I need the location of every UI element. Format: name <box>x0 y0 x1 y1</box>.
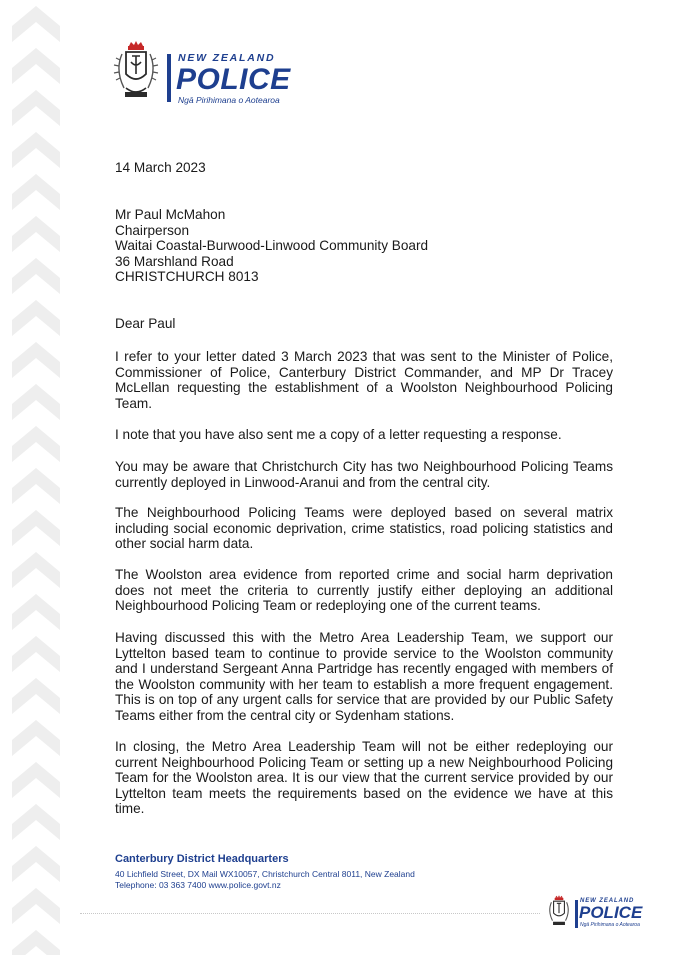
letter-paragraph: The Woolston area evidence from reported crime and social harm deprivation does not meet the criteria to currently justify either deploying an additional Neighbourhood Policing Team or redeploying one of the current teams. <box>115 567 613 613</box>
letter-paragraph: You may be aware that Christchurch City has two Neighbourhood Policing Teams currently deployed in Linwood-Aranui and from the central city. <box>115 459 613 490</box>
chevron-shape <box>12 384 60 420</box>
footer-divider <box>80 913 540 914</box>
letter-paragraph: I refer to your letter dated 3 March 2023 that was sent to the Minister of Police, Commissioner of Police, Canterbury District Commander, and MP Dr Tracey McLellan requesting the establishment of a Woolston Neighbourhood Policing Team. <box>115 349 613 411</box>
logo-maori-text: Ngā Pirihimana o Aotearoa <box>580 922 640 928</box>
chevron-shape <box>12 90 60 126</box>
police-crest-icon <box>112 40 160 104</box>
logo-country-text: NEW ZEALAND <box>580 898 635 904</box>
recipient-address <box>115 207 428 285</box>
logo-police-text: POLICE <box>176 63 291 96</box>
chevron-shape <box>12 888 60 924</box>
chevron-shape <box>12 762 60 798</box>
footer-address: 40 Lichfield Street, DX Mail WX10057, Christchurch Central 8011, New Zealand <box>115 869 415 879</box>
letter-paragraph: In closing, the Metro Area Leadership Team will not be either redeploying our current Neighbourhood Policing Team or setting up a new Neighbourhood Policing Team for the Woolston area. It is our view that the current service provided by our Lyttelton team meets the requirements based on the evidence we have at this time. <box>115 739 613 816</box>
logo-divider-bar <box>575 900 578 928</box>
address-line: Chairperson <box>115 222 190 238</box>
footer-contact: Telephone: 03 363 7400 www.police.govt.nz <box>115 880 281 890</box>
chevron-shape <box>12 846 60 882</box>
letterhead-footer <box>115 853 515 891</box>
chevron-shape <box>12 720 60 756</box>
address-line: Waitai Coastal-Burwood-Linwood Community Board <box>115 238 429 253</box>
chevron-shape <box>12 468 60 504</box>
letter-paragraph: The Neighbourhood Policing Teams were deployed based on several matrix including social economic deprivation, crime statistics, road policing statistics and other social harm data. <box>115 505 613 551</box>
chevron-shape <box>12 342 60 378</box>
letter-date: 14 March 2023 <box>115 160 206 175</box>
chevron-shape <box>12 6 60 42</box>
salutation: Dear Paul <box>115 316 176 331</box>
address-line: CHRISTCHURCH 8013 <box>115 269 259 284</box>
police-crest-icon <box>546 894 572 930</box>
footer-hq-name: Canterbury District Headquarters <box>115 853 289 865</box>
chevron-shape <box>12 552 60 588</box>
letter-paragraph: I note that you have also sent me a copy of a letter requesting a response. <box>115 427 562 442</box>
chevron-shape <box>12 804 60 840</box>
address-line: 36 Marshland Road <box>115 253 234 269</box>
chevron-shape <box>12 678 60 714</box>
chevron-shape <box>12 258 60 294</box>
logo-police-text: POLICE <box>579 903 643 922</box>
chevron-border-decoration <box>0 0 60 955</box>
police-logo-header <box>112 40 312 106</box>
chevron-shape <box>12 426 60 462</box>
chevron-shape <box>12 300 60 336</box>
address-line: Mr Paul McMahon <box>115 207 226 222</box>
chevron-shape <box>12 930 60 955</box>
chevron-shape <box>12 174 60 210</box>
chevron-shape <box>12 636 60 672</box>
chevron-shape <box>12 48 60 84</box>
chevron-shape <box>12 216 60 252</box>
chevron-shape <box>12 510 60 546</box>
logo-maori-text: Ngā Pirihimana o Aotearoa <box>178 95 280 105</box>
chevron-shape <box>12 132 60 168</box>
logo-country-text: NEW ZEALAND <box>178 52 276 64</box>
logo-divider-bar <box>167 54 171 102</box>
letter-paragraph: Having discussed this with the Metro Area Leadership Team, we support our Lyttelton based team to continue to provide service to the Woolston community and I understand Sergeant Anna Partridge has recently engaged with members of the Woolston community with her team to establish a more frequent engagement. This is on top of any urgent calls for service that are provided by our Public Safety Teams either from the central city or Sydenham stations. <box>115 630 613 723</box>
chevron-shape <box>12 594 60 630</box>
police-logo-footer <box>546 894 656 934</box>
